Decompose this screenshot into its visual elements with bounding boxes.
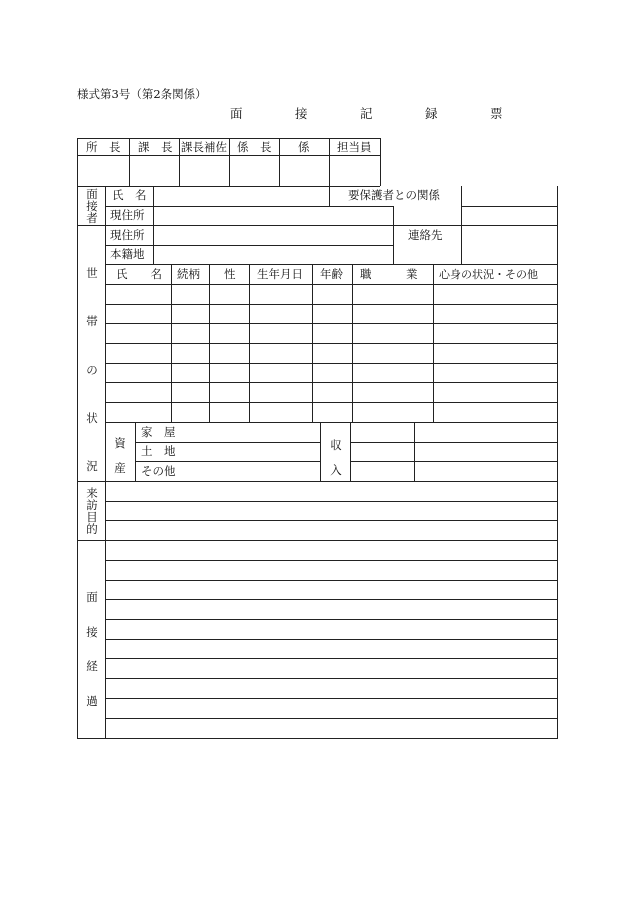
asset-other-label: その他 [141,464,176,478]
column-header-relationship: 続柄 [177,267,200,281]
assets-label: 資産 [114,436,126,476]
asset-land-label: 土 地 [141,444,176,458]
column-header-sex: 性 [224,267,236,281]
income-label: 収入 [330,438,342,478]
approval-label-director: 所 長 [86,140,121,154]
interview-progress-label: 面接経過 [86,590,98,708]
contact-label: 連絡先 [408,228,443,242]
household-section-label: 世帯の状況 [86,266,98,474]
approval-label-assistant-chief: 課長補佐 [181,140,227,154]
column-header-condition: 心身の状況・その他 [439,268,538,281]
relation-label: 要保護者との関係 [348,188,440,202]
column-header-age: 年齢 [320,267,343,281]
asset-house-label: 家 屋 [141,425,176,439]
column-header-name: 氏 名 [116,267,162,281]
household-address-label: 現住所 [110,228,145,242]
interviewee-section-label: 面接者 [86,187,98,226]
interviewee-address-label: 現住所 [110,208,145,222]
approval-label-subsection-chief: 係 長 [237,140,272,154]
form-number: 様式第3号（第2条関係） [77,87,207,101]
approval-label-section-chief: 課 長 [138,140,173,154]
domicile-label: 本籍地 [110,247,145,261]
column-header-birthdate: 生年月日 [257,267,303,281]
approval-label-staff: 係 [298,140,310,154]
interviewee-name-label: 氏 名 [112,188,147,202]
page-title: 面 接 記 録 票 [230,106,523,121]
visit-purpose-label: 来訪目的 [86,486,98,537]
column-header-occupation: 職 業 [360,267,418,281]
approval-label-caseworker: 担当員 [337,140,372,154]
